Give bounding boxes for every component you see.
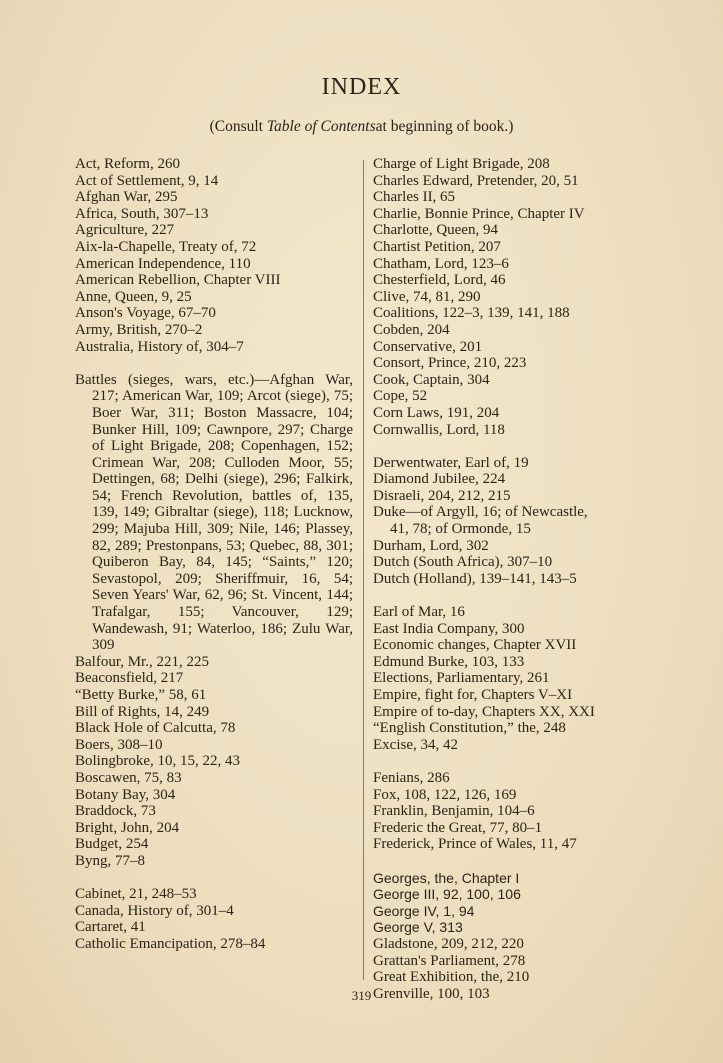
index-entry: Grenville, 100, 103 [373,985,490,1002]
index-column-right [373,156,665,1002]
index-entry: Chatham, Lord, 123–6 [373,255,509,272]
index-entry: Australia, History of, 304–7 [75,338,244,355]
subtitle-italic: Table of Contents [266,118,376,135]
index-entry: Act of Settlement, 9, 14 [75,172,219,189]
index-entry: Corn Laws, 191, 204 [373,404,500,421]
index-entry: George V, 313 [373,919,463,936]
index-group-c-left [75,886,353,952]
index-entry: Afghan War, 295 [75,189,178,206]
page-subtitle [0,118,723,136]
index-entry: Bright, John, 204 [75,819,180,836]
index-entry: East India Company, 300 [373,620,525,637]
index-entry: Catholic Emancipation, 278–84 [75,935,266,952]
index-entry: Beaconsfield, 217 [75,670,184,687]
index-group-c-right [373,156,665,438]
index-entry: Frederic the Great, 77, 80–1 [373,819,543,836]
index-group-b [75,654,353,870]
index-entry: Great Exhibition, the, 210 [373,969,530,986]
index-group-a [75,156,353,355]
index-column-left [75,156,353,953]
column-divider [363,160,364,980]
index-entry: Balfour, Mr., 221, 225 [75,653,209,670]
index-entry: Derwentwater, Earl of, 19 [373,454,529,471]
subtitle-prefix: (Consult [209,118,267,135]
index-entry: 41, 78; of Ormonde, 15 [390,521,531,538]
index-entry: Edmund Burke, 103, 133 [373,653,525,670]
index-entry: Empire, fight for, Chapters V–XI [373,687,573,703]
index-entry: Excise, 34, 42 [373,736,458,753]
index-entry: Clive, 74, 81, 290 [373,288,481,305]
index-entry: Anson's Voyage, 67–70 [75,305,216,322]
index-entry: Frederick, Prince of Wales, 11, 47 [373,836,577,853]
index-entry: Act, Reform, 260 [75,156,180,172]
index-entry: Consort, Prince, 210, 223 [373,355,527,372]
index-entry: Empire of to-day, Chapters XX, XXI [373,703,595,720]
index-entry: Canada, History of, 301–4 [75,902,234,919]
index-entry: Georges, the, Chapter I [373,869,520,886]
index-entry: Charles Edward, Pretender, 20, 51 [373,172,579,189]
index-entry: Boers, 308–10 [75,736,163,753]
index-entry: Charlie, Bonnie Prince, Chapter IV [373,205,585,222]
index-entry: Cobden, 204 [373,321,450,338]
index-entry: Africa, South, 307–13 [75,205,209,222]
index-entry: Bolingbroke, 10, 15, 22, 43 [75,753,240,770]
subtitle-suffix: at beginning of book.) [375,118,514,135]
index-entry: Disraeli, 204, 212, 215 [373,487,511,504]
index-entry: George IV, 1, 94 [373,902,475,919]
index-entry: Gladstone, 209, 212, 220 [373,935,524,952]
index-entry: Braddock, 73 [75,803,156,820]
page-number: 319 [351,988,372,1003]
index-group-e [373,604,665,753]
index-entry: Diamond Jubilee, 224 [373,471,506,488]
index-entry: Cabinet, 21, 248–53 [75,886,197,903]
index-entry: Black Hole of Calcutta, 78 [75,720,236,737]
index-entry: Franklin, Benjamin, 104–6 [373,803,535,820]
index-entry: Budget, 254 [75,836,149,853]
index-entry: Dutch (South Africa), 307–10 [373,554,553,571]
index-entry-battles: Battles (sieges, wars, etc.)—Afghan War, 217; American War, 109; Arcot (siege), 75; Boer War, 311; Boston Massacre, 104; Bunker Hill, 109; Cawnpore, 297; Charge of Light Brigade, 208; Copenhagen, 152; Crimean War, 208; Culloden Moor, 55; Dettingen, 68; Delhi (siege), 296; Falkirk, 54; French Revolution, battles of, 135, 139, 149; Gibraltar (siege), 118; Lucknow, 299; Majuba Hill, 309; Nile, 146; Plassey, 82, 289; Prestonpans, 53; Quebec, 88, 301; Quiberon Bay, 84, 145; “Saints,” 120; Sevastopol, 209; Sheriffmuir, 16, 54; Seven Years' War, 62, 96; St. Vincent, 144; Trafalgar, 155; Vancouver, 129; Wandewash, 91; Waterloo, 186; Zulu War, 309 [75,371,353,654]
index-entry: Charge of Light Brigade, 208 [373,156,550,172]
index-entry: Conservative, 201 [373,338,483,355]
index-entry: Byng, 77–8 [75,852,146,869]
index-entry: Cornwallis, Lord, 118 [373,421,505,438]
index-entry: Aix-la-Chapelle, Treaty of, 72 [75,238,257,255]
index-entry: George III, 92, 100, 106 [373,886,521,903]
index-entry: Dutch (Holland), 139–141, 143–5 [373,570,577,587]
index-entry: Boscawen, 75, 83 [75,769,182,786]
index-entry: “Betty Burke,” 58, 61 [75,687,207,703]
index-entry: Durham, Lord, 302 [373,537,489,554]
index-entry: American Rebellion, Chapter VIII [75,272,281,289]
index-entry: Elections, Parliamentary, 261 [373,670,550,687]
index-entry: Charles II, 65 [373,189,456,206]
index-entry: Cook, Captain, 304 [373,371,490,388]
index-entry: Fox, 108, 122, 126, 169 [373,786,517,803]
index-entry: American Independence, 110 [75,255,251,272]
index-entry: Duke—of Argyll, 16; of Newcastle, [373,504,588,521]
index-entry: Fenians, 286 [373,769,450,786]
index-entry: Cope, 52 [373,388,428,405]
index-entry: Earl of Mar, 16 [373,604,465,621]
index-entry: “English Constitution,” the, 248 [373,720,566,737]
index-entry: Economic changes, Chapter XVII [373,637,577,654]
index-entry: Anne, Queen, 9, 25 [75,288,192,305]
index-group-g-georges [373,870,665,936]
index-entry: Chartist Petition, 207 [373,238,501,255]
index-group-d [373,455,665,588]
index-entry: Botany Bay, 304 [75,786,176,803]
index-entry: Grattan's Parliament, 278 [373,952,526,969]
index-entry: Chesterfield, Lord, 46 [373,272,506,289]
index-group-f [373,770,665,853]
index-entry: Agriculture, 227 [75,222,175,239]
index-entry: Coalitions, 122–3, 139, 141, 188 [373,305,570,322]
index-entry: Charlotte, Queen, 94 [373,222,498,239]
index-entry: Bill of Rights, 14, 249 [75,703,210,720]
index-entry: Cartaret, 41 [75,919,146,936]
index-entry: Army, British, 270–2 [75,321,203,338]
page-title: INDEX [321,74,402,100]
